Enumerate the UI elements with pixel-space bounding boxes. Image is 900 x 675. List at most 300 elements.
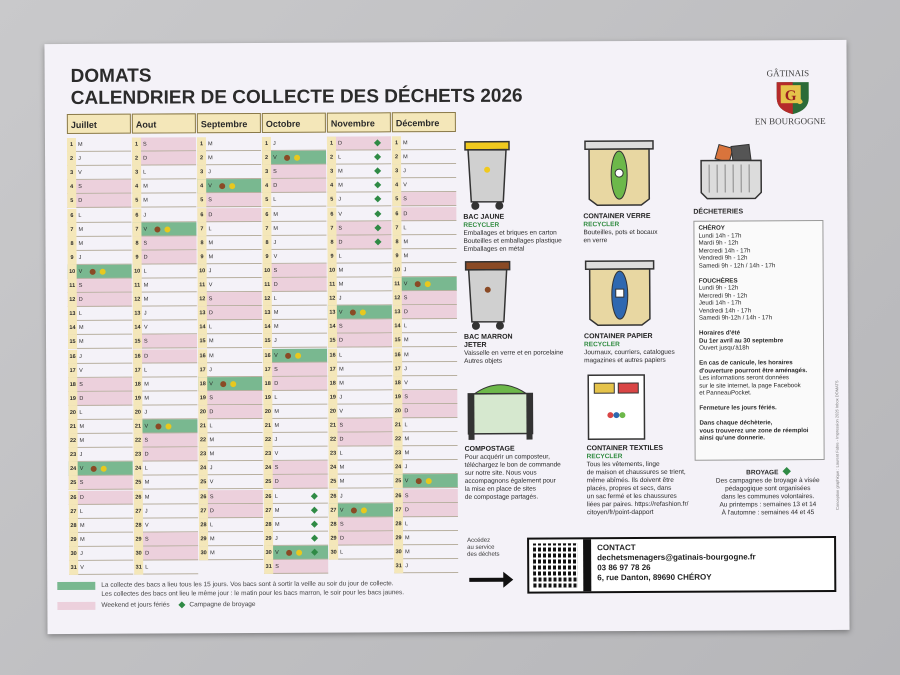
day-number: 13	[263, 306, 272, 320]
calendar-day	[392, 150, 456, 164]
day-letter: M	[143, 197, 148, 204]
day-letter: D	[404, 408, 409, 415]
brown-collection-dot	[285, 352, 291, 358]
day-letter: J	[338, 196, 342, 203]
calendar-day	[393, 249, 457, 263]
calendar-day	[328, 277, 392, 291]
day-letter: M	[273, 211, 278, 218]
day-number: 19	[198, 391, 207, 405]
day-number: 18	[133, 377, 142, 391]
yellow-collection-dot	[425, 281, 431, 287]
day-letter: D	[209, 507, 214, 514]
bin-brown-label	[464, 333, 563, 366]
day-letter: S	[144, 338, 148, 345]
day-letter: L	[143, 169, 147, 176]
day-letter: V	[403, 281, 408, 288]
day-number: 6	[67, 208, 76, 222]
day-letter: V	[338, 309, 343, 316]
calendar-day	[392, 206, 456, 220]
day-number: 26	[134, 490, 143, 504]
day-number: 12	[263, 292, 272, 306]
calendar-day	[68, 250, 132, 264]
calendar-day	[199, 489, 263, 503]
contact-address: 6, rue Danton, 89690 CHÉROY	[597, 572, 712, 583]
day-letter: S	[208, 296, 213, 303]
day-letter: M	[209, 338, 214, 345]
bin-paper-label	[584, 333, 675, 365]
day-number: 14	[328, 320, 337, 334]
calendar-day	[263, 306, 327, 320]
calendar-day	[67, 138, 131, 152]
calendar-day	[263, 405, 327, 419]
calendar-day	[393, 263, 457, 277]
calendar-day	[68, 363, 132, 377]
day-letter: M	[144, 381, 149, 388]
day-number: 6	[262, 207, 271, 221]
day-letter: S	[209, 493, 214, 500]
yellow-collection-dot	[426, 478, 432, 484]
brown-collection-dot	[155, 423, 161, 429]
day-number: 12	[328, 292, 337, 306]
day-number: 3	[327, 165, 336, 179]
yellow-collection-dot	[230, 381, 236, 387]
calendar-day	[198, 278, 262, 292]
day-letter: M	[273, 324, 279, 331]
day-letter: V	[274, 352, 278, 359]
day-number: 25	[264, 475, 273, 489]
calendar-day	[133, 292, 197, 306]
day-letter: M	[338, 182, 343, 189]
calendar-day	[197, 193, 261, 207]
legend-diamond-icon	[178, 601, 185, 608]
day-letter: M	[403, 238, 409, 245]
calendar-day	[198, 306, 262, 320]
day-letter: J	[143, 212, 147, 219]
calendar-day	[392, 164, 456, 178]
day-letter: J	[78, 254, 82, 261]
calendar-day	[69, 448, 133, 462]
broyage-line: Des campagnes de broyage à visée	[715, 477, 820, 485]
bin-desc: Emballages en métal	[463, 245, 525, 253]
calendar-day	[393, 404, 457, 418]
day-letter: M	[338, 267, 344, 274]
calendar-day	[132, 222, 196, 236]
broyage-info	[703, 468, 833, 518]
calendar-day	[197, 179, 261, 193]
day-number: 26	[69, 490, 78, 504]
day-letter: V	[404, 379, 408, 386]
day-letter: S	[79, 381, 83, 388]
day-number: 7	[327, 221, 336, 235]
day-number: 30	[394, 545, 403, 559]
day-number: 12	[68, 293, 77, 307]
calendar-day	[198, 363, 262, 377]
broyage-diamond-icon	[374, 238, 381, 245]
broyage-diamond-icon	[311, 506, 318, 513]
calendar-day	[134, 546, 198, 560]
day-number: 1	[392, 136, 401, 150]
day-number: 4	[327, 179, 336, 193]
calendar-day	[69, 434, 133, 448]
day-letter: J	[404, 464, 408, 471]
day-letter: D	[274, 380, 279, 387]
day-number: 8	[327, 235, 336, 249]
calendar-day	[328, 376, 392, 390]
bin-name: CONTAINER TEXTILES	[586, 444, 664, 453]
day-letter: D	[273, 183, 278, 190]
page-title: DOMATS	[70, 65, 152, 87]
bin-desc: Autres objets	[464, 357, 503, 365]
day-number: 11	[68, 279, 77, 293]
day-number: 27	[264, 504, 273, 518]
contact-title: CONTACT	[597, 543, 636, 553]
contact-email[interactable]: dechetsmenagers@gatinais-bourgogne.fr	[597, 552, 756, 563]
calendar-day	[68, 307, 132, 321]
day-letter: L	[404, 422, 408, 429]
day-letter: M	[274, 422, 280, 429]
day-number: 19	[263, 391, 272, 405]
calendar-day	[394, 531, 458, 545]
day-letter: V	[338, 211, 343, 218]
day-number: 10	[263, 264, 272, 278]
arrow-right-icon	[467, 568, 515, 588]
day-number: 14	[198, 321, 207, 335]
day-number: 20	[68, 406, 77, 420]
calendar-day	[392, 178, 456, 192]
bin-tag: RECYCLER	[584, 341, 620, 349]
calendar-day	[133, 363, 197, 377]
calendar-day	[133, 419, 197, 433]
page-subtitle: CALENDRIER DE COLLECTE DES DÉCHETS 2026	[70, 85, 523, 109]
day-letter: S	[404, 394, 409, 401]
hours-line: Mercredi 14h - 17h	[698, 246, 751, 255]
day-letter: M	[79, 437, 85, 445]
day-number: 4	[197, 180, 206, 194]
contact-text	[597, 542, 756, 583]
day-letter: L	[338, 154, 342, 161]
calendar-day	[198, 405, 262, 419]
day-number: 5	[67, 194, 76, 208]
day-letter: L	[209, 423, 213, 430]
calendar-day	[197, 236, 261, 250]
calendar-day	[264, 560, 328, 574]
day-number: 21	[263, 419, 272, 433]
legend-green-text: La collecte des bacs a lieu tous les 15 jours. Vos bacs sont à sortir la veille au soir du jour de collecte.	[101, 580, 394, 589]
day-number: 29	[394, 531, 403, 545]
calendar-day	[394, 545, 458, 559]
day-letter: M	[209, 451, 215, 458]
broyage-line: Au printemps : semaines 13 et 14	[719, 501, 817, 509]
calendar-day	[132, 194, 196, 208]
day-letter: M	[405, 534, 410, 542]
day-number: 24	[199, 462, 208, 476]
calendar-day	[68, 279, 132, 293]
calendar-day	[264, 546, 328, 560]
day-number: 14	[133, 321, 142, 335]
calendar-day	[197, 151, 261, 165]
day-letter: J	[273, 239, 277, 246]
broyage-diamond-icon	[311, 549, 318, 556]
calendar-day	[199, 518, 263, 532]
day-letter: M	[403, 154, 408, 161]
broyage-diamond-icon	[311, 492, 318, 499]
day-letter: M	[339, 366, 344, 373]
broyage-line: dans les communes volontaires.	[721, 493, 815, 501]
calendar-day	[134, 476, 198, 490]
yellow-collection-dot	[164, 226, 170, 232]
calendar-day	[197, 222, 261, 236]
day-number: 15	[328, 334, 337, 348]
day-letter: J	[338, 295, 342, 302]
calendar-day	[199, 433, 263, 447]
day-letter: L	[143, 268, 147, 275]
day-number: 2	[197, 151, 206, 165]
hours-line: En cas de canicule, les horaires	[699, 359, 793, 367]
day-letter: S	[403, 295, 408, 302]
day-number: 6	[197, 208, 206, 222]
day-number: 11	[198, 278, 207, 292]
hours-line: Fermeture les jours fériés.	[699, 404, 777, 412]
day-letter: S	[403, 196, 407, 203]
day-letter: S	[274, 366, 278, 373]
textile-container-icon	[586, 373, 646, 441]
day-number: 28	[264, 518, 273, 532]
day-number: 18	[198, 377, 207, 391]
day-number: 10	[328, 263, 337, 277]
bin-desc: Bouteilles et emballages plastique	[463, 237, 562, 245]
day-number: 7	[197, 222, 206, 236]
calendar-day	[69, 476, 133, 490]
day-letter: M	[77, 141, 83, 148]
day-number: 22	[69, 434, 78, 448]
day-number: 17	[68, 364, 77, 378]
calendar-day	[262, 151, 326, 165]
day-letter: L	[274, 394, 278, 401]
calendar-day	[328, 362, 392, 376]
calendar-day	[394, 488, 458, 502]
day-number: 11	[263, 278, 272, 292]
day-letter: S	[143, 240, 148, 247]
hours-line: Jeudi 14h - 17h	[698, 299, 742, 307]
day-letter: M	[338, 281, 344, 288]
day-number: 5	[197, 194, 206, 208]
day-number: 14	[263, 320, 272, 334]
day-number: 6	[392, 207, 401, 221]
day-letter: S	[339, 422, 344, 429]
bin-desc: sur notre site. Nous vous	[464, 469, 537, 477]
calendar-day	[198, 419, 262, 433]
calendar-day	[263, 390, 327, 404]
day-letter: V	[144, 522, 149, 529]
day-letter: M	[80, 536, 85, 543]
qr-pattern	[533, 543, 577, 587]
bin-desc: de maison et chaussures se trient,	[586, 468, 686, 477]
hours-line: sur le site internet, la page Facebook	[699, 381, 801, 390]
bin-desc: Pour acquérir un composteur,	[464, 453, 550, 461]
calendar-day	[198, 292, 262, 306]
brown-collection-dot	[350, 310, 356, 316]
day-letter: D	[274, 479, 279, 486]
calendar-day	[132, 208, 196, 222]
day-letter: L	[274, 493, 278, 500]
calendar-day	[132, 236, 196, 250]
calendar-day	[198, 250, 262, 264]
day-letter: V	[208, 183, 212, 190]
bin-desc: Journaux, courriers, catalogues	[584, 348, 675, 357]
day-letter: D	[143, 254, 148, 261]
calendar-day	[134, 462, 198, 476]
calendar-day	[68, 420, 132, 434]
day-number: 9	[263, 250, 272, 264]
day-number: 20	[328, 404, 337, 418]
paper-container-icon	[584, 259, 656, 331]
day-letter: M	[79, 522, 85, 529]
yellow-collection-dot	[165, 423, 171, 429]
day-letter: M	[273, 310, 279, 317]
brown-collection-dot	[351, 507, 357, 513]
calendar-day	[69, 561, 133, 575]
calendar-day	[133, 264, 197, 278]
day-letter: L	[403, 323, 408, 330]
day-letter: D	[403, 309, 408, 316]
day-number: 4	[392, 179, 401, 193]
month-header: Juillet	[67, 114, 131, 134]
calendar-day	[263, 249, 327, 263]
day-letter: D	[337, 140, 342, 147]
brown-collection-dot	[284, 155, 290, 161]
day-letter: V	[144, 423, 149, 430]
day-number: 8	[132, 236, 141, 250]
brown-collection-dot	[416, 479, 422, 485]
broyage-diamond-icon	[374, 210, 381, 217]
calendar-day	[68, 293, 132, 307]
day-number: 1	[327, 137, 336, 151]
hours-line: Samedi 9h - 12h / 14h - 17h	[698, 261, 776, 270]
calendar-day	[69, 504, 133, 518]
day-number: 16	[263, 348, 272, 362]
bin-desc: accompagnons également pour	[464, 477, 556, 485]
day-letter: S	[79, 480, 84, 487]
day-letter: S	[275, 563, 279, 570]
calendar-day	[393, 432, 457, 446]
calendar-day	[134, 518, 198, 532]
day-letter: M	[405, 549, 410, 556]
day-number: 1	[67, 138, 76, 152]
day-number: 4	[262, 179, 271, 193]
day-number: 19	[328, 390, 337, 404]
day-letter: S	[78, 282, 83, 289]
calendar-day	[329, 475, 393, 489]
calendar-day	[393, 390, 457, 404]
day-number: 23	[264, 447, 273, 461]
day-number: 31	[264, 560, 273, 574]
day-letter: M	[404, 450, 410, 457]
calendar-day	[394, 503, 458, 517]
contact-phone[interactable]: 03 86 97 78 26	[597, 562, 651, 573]
textile-label	[587, 445, 689, 518]
day-number: 27	[329, 503, 338, 517]
day-number: 16	[133, 349, 142, 363]
hours-line: CHÉROY	[698, 224, 725, 232]
day-number: 7	[392, 221, 401, 235]
calendar-day	[69, 532, 133, 546]
day-number: 17	[263, 363, 272, 377]
month-header: Aout	[132, 113, 196, 133]
bin-desc: Emballages et briques en carton	[463, 229, 557, 237]
day-letter: J	[79, 452, 83, 459]
day-number: 23	[329, 447, 338, 461]
day-letter: J	[403, 168, 406, 175]
hours-line: Lundi 9h - 12h	[698, 284, 739, 292]
yellow-collection-dot	[229, 183, 235, 189]
day-letter: L	[79, 409, 83, 416]
bin-name: BAC MARRON	[463, 333, 513, 341]
credit-text: Conception graphique : Laurent Fabre - Impression 2026 Inbox DOMATS	[834, 380, 840, 510]
day-number: 30	[69, 547, 78, 561]
compost-label	[465, 445, 561, 502]
day-letter: D	[339, 436, 344, 443]
calendar-day	[328, 249, 392, 263]
hours-line: Vendredi 14h - 17h	[698, 306, 752, 315]
day-number: 29	[329, 531, 338, 545]
calendar-day	[69, 462, 133, 476]
day-number: 1	[197, 137, 206, 151]
calendar-day	[197, 165, 261, 179]
day-letter: J	[144, 508, 148, 515]
access-line: Accédez	[467, 537, 491, 544]
day-number: 16	[393, 348, 402, 362]
day-letter: L	[273, 197, 277, 204]
day-number: 22	[393, 432, 402, 446]
day-number: 30	[134, 546, 143, 560]
day-number: 31	[134, 561, 143, 575]
calendar-day	[392, 136, 456, 150]
day-number: 18	[68, 378, 77, 392]
day-number: 25	[199, 476, 208, 490]
day-number: 26	[199, 490, 208, 504]
day-letter: V	[143, 226, 148, 233]
month-header: Novembre	[327, 112, 391, 132]
day-number: 27	[69, 505, 78, 519]
calendar-day	[327, 221, 391, 235]
day-letter: L	[208, 225, 212, 232]
calendar-day	[199, 532, 263, 546]
day-number: 15	[133, 335, 142, 349]
day-number: 21	[393, 418, 402, 432]
day-letter: M	[274, 507, 280, 514]
day-letter: J	[275, 535, 278, 542]
day-number: 4	[132, 180, 141, 194]
day-letter: V	[209, 380, 213, 387]
hours-line: ainsi qu'une donnerie.	[699, 434, 765, 442]
day-letter: L	[79, 508, 83, 515]
day-number: 12	[393, 291, 402, 305]
calendar-day	[329, 461, 393, 475]
day-letter: L	[273, 295, 277, 303]
day-number: 24	[264, 461, 273, 475]
dechetterie-icon	[699, 138, 763, 202]
day-number: 17	[133, 363, 142, 377]
day-number: 15	[68, 335, 77, 349]
day-letter: M	[143, 296, 149, 303]
day-letter: L	[209, 521, 214, 528]
bin-name: COMPOSTAGE	[464, 445, 515, 453]
day-letter: V	[339, 507, 344, 514]
day-number: 27	[394, 503, 403, 517]
broyage-diamond-icon	[782, 467, 790, 475]
calendar-day	[133, 377, 197, 391]
calendar-day	[197, 137, 261, 151]
